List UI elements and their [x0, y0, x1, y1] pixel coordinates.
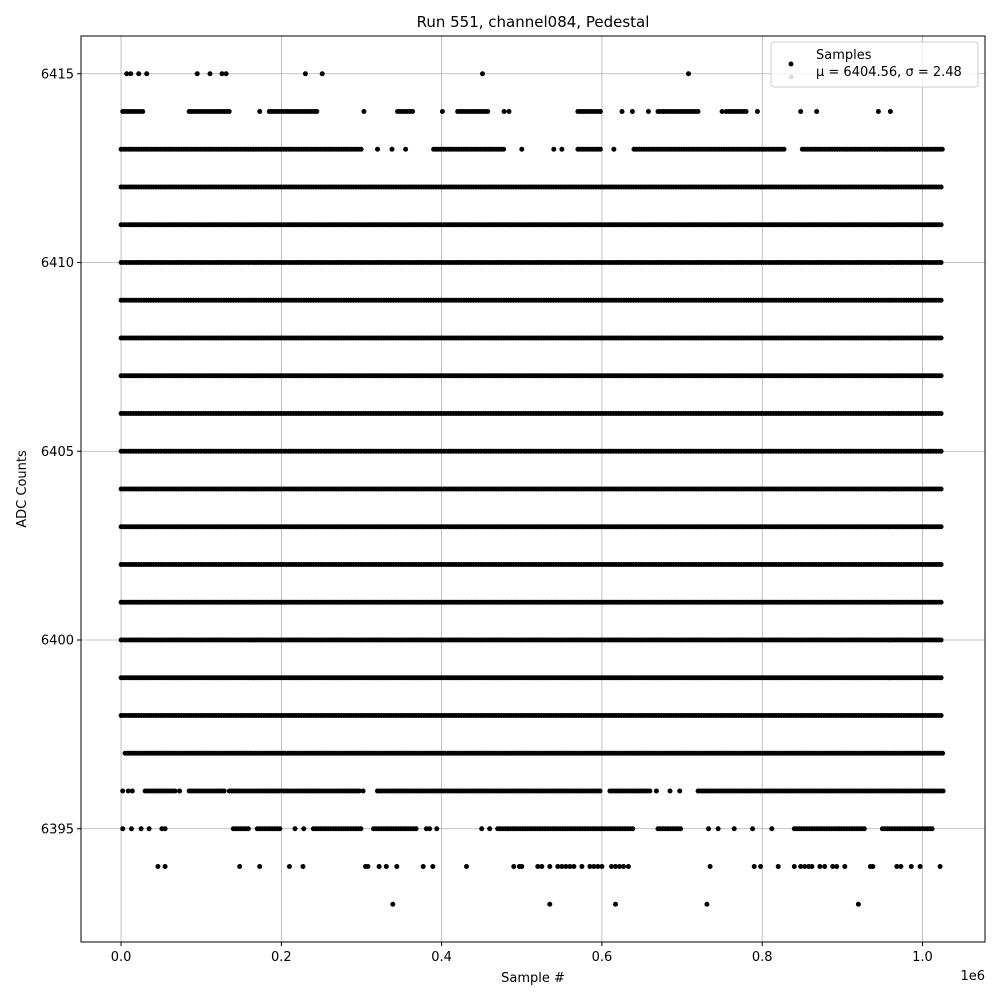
data-point: [224, 71, 229, 76]
data-point: [507, 109, 512, 114]
data-point: [939, 411, 944, 416]
sample-row-6411: [119, 222, 944, 227]
data-point: [140, 109, 145, 114]
data-point: [208, 71, 213, 76]
data-point: [720, 109, 725, 114]
data-point: [755, 109, 760, 114]
data-point: [939, 298, 944, 303]
data-point: [696, 109, 701, 114]
data-point: [480, 71, 485, 76]
data-point: [939, 260, 944, 265]
data-point: [257, 109, 262, 114]
data-point: [646, 109, 651, 114]
data-point: [939, 638, 944, 643]
data-point: [611, 147, 616, 152]
sample-row-6402: [119, 562, 944, 567]
data-point: [519, 147, 524, 152]
data-point: [375, 147, 380, 152]
sample-row-6412: [119, 185, 944, 190]
data-point: [144, 71, 149, 76]
sample-row-6401: [119, 600, 944, 605]
data-point: [410, 109, 415, 114]
data-point: [598, 109, 603, 114]
sample-row-6399: [119, 675, 944, 680]
data-point: [390, 147, 395, 152]
data-point: [598, 147, 603, 152]
data-point: [940, 147, 945, 152]
data-point: [888, 109, 893, 114]
data-point: [485, 109, 490, 114]
data-point: [939, 185, 944, 190]
data-point: [798, 109, 803, 114]
sample-row-6407: [119, 373, 944, 378]
data-point: [630, 109, 635, 114]
sample-row-6404: [119, 487, 944, 492]
data-point: [502, 109, 507, 114]
data-point: [782, 147, 787, 152]
sample-row-6405: [119, 449, 944, 454]
data-point: [128, 71, 133, 76]
data-point: [314, 109, 319, 114]
data-point: [559, 147, 564, 152]
data-point: [227, 109, 232, 114]
data-point: [939, 562, 944, 567]
data-point: [303, 71, 308, 76]
data-point: [939, 222, 944, 227]
sample-row-6406: [119, 411, 944, 416]
data-point: [440, 109, 445, 114]
data-point: [320, 71, 325, 76]
data-point: [359, 147, 364, 152]
data-point: [814, 109, 819, 114]
sample-row-6400: [119, 638, 944, 643]
data-point: [939, 336, 944, 341]
data-point: [876, 109, 881, 114]
data-point: [501, 147, 506, 152]
data-point: [403, 147, 408, 152]
data-point: [939, 487, 944, 492]
data-point: [686, 71, 691, 76]
data-point: [620, 109, 625, 114]
data-point: [361, 109, 366, 114]
data-point: [136, 71, 141, 76]
sample-row-6408: [119, 336, 944, 341]
data-point: [195, 71, 200, 76]
data-point: [744, 109, 749, 114]
sample-row-6403: [119, 524, 944, 529]
data-point: [551, 147, 556, 152]
data-point: [939, 600, 944, 605]
data-point: [939, 524, 944, 529]
sample-row-6409: [119, 298, 944, 303]
data-point: [939, 449, 944, 454]
sample-row-6410: [119, 260, 944, 265]
data-point: [939, 373, 944, 378]
